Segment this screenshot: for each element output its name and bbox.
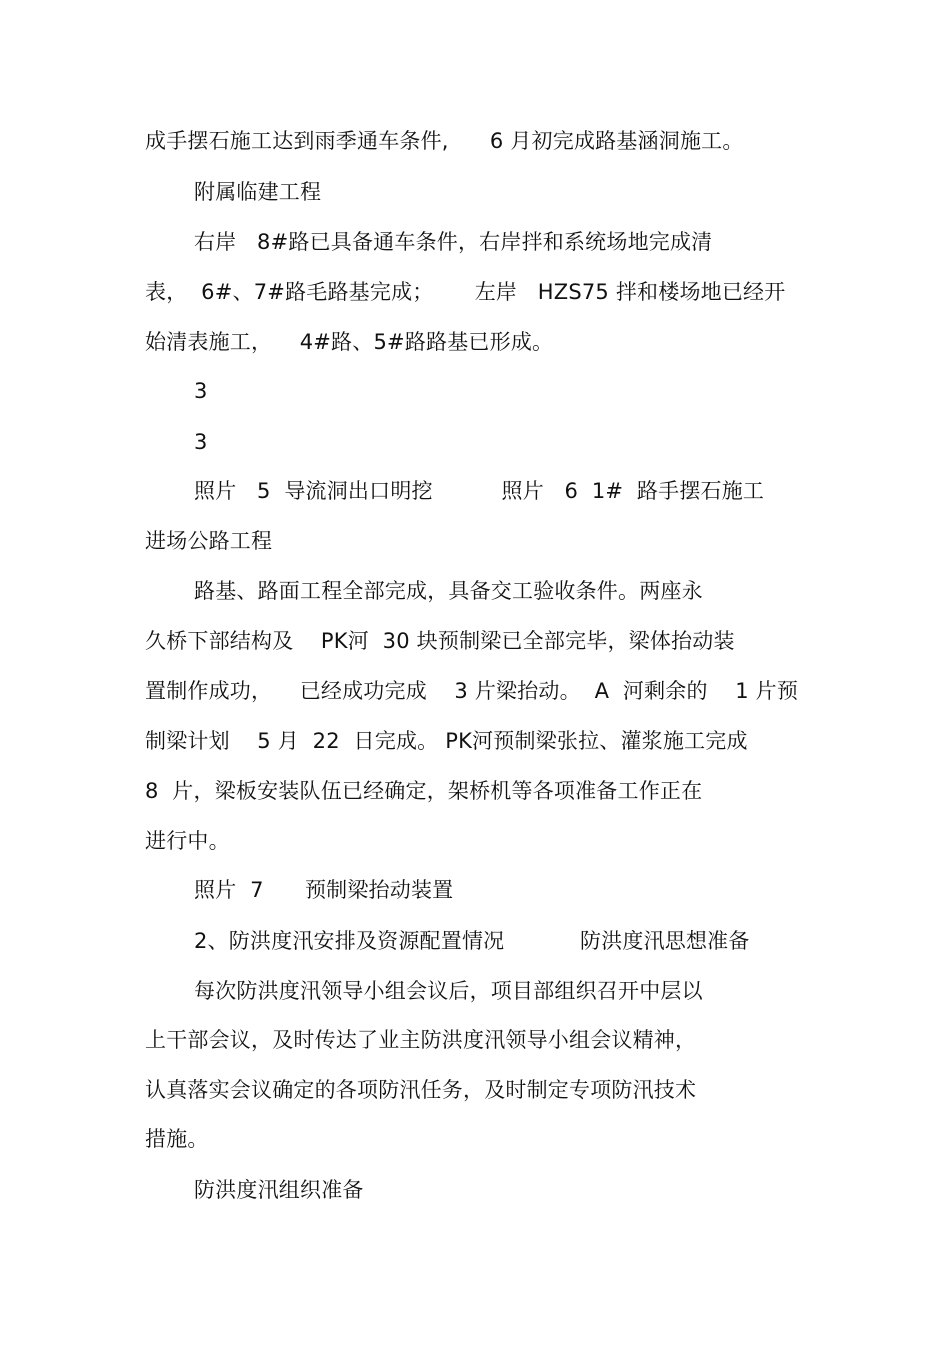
photo-caption-7: 照片 7 预制梁抬动装置: [194, 878, 454, 902]
text-line-4: 表， 6#、7#路毛路基完成； 左岸 HZS75 拌和楼场地已经开: [145, 280, 786, 304]
text-line-1: 成手摆石施工达到雨季通车条件, 6 月初完成路基涵洞施工。: [145, 129, 744, 153]
text-line-21: 措施。: [145, 1127, 209, 1151]
text-line-12: 置制作成功， 已经成功完成 3 片梁抬动。 A 河剩余的 1 片预: [145, 679, 799, 703]
text-line-15: 进行中。: [145, 829, 230, 853]
section-heading-flood-control: 2、防洪度汛安排及资源配置情况 防洪度汛思想准备: [194, 929, 750, 953]
section-heading-access-road: 进场公路工程: [145, 529, 273, 553]
text-line-19: 上干部会议，及时传达了业主防洪度汛领导小组会议精神，: [145, 1028, 697, 1052]
text-line-13: 制梁计划 5 月 22 日完成。 PK河预制梁张拉、灌浆施工完成: [145, 729, 748, 753]
text-line-18: 每次防洪度汛领导小组会议后，项目部组织召开中层以: [194, 979, 703, 1003]
text-line-10: 路基、路面工程全部完成，具备交工验收条件。两座永: [194, 579, 703, 603]
text-line-3: 右岸 8#路已具备通车条件，右岸拌和系统场地完成清: [194, 230, 713, 254]
text-line-20: 认真落实会议确定的各项防汛任务，及时制定专项防汛技术: [145, 1078, 697, 1102]
section-heading-organization: 防洪度汛组织准备: [194, 1178, 364, 1202]
photo-caption-5-6: 照片 5 导流洞出口明挖 照片 6 1# 路手摆石施工: [194, 479, 765, 503]
text-line-14: 8 片，梁板安装队伍已经确定，架桥机等各项准备工作正在: [145, 779, 703, 803]
text-line-6: 3: [194, 379, 208, 403]
section-heading-ancillary: 附属临建工程: [194, 180, 322, 204]
text-line-7: 3: [194, 430, 208, 454]
text-line-11: 久桥下部结构及 PK河 30 块预制梁已全部完毕，梁体抬动装: [145, 629, 735, 653]
text-line-5: 始清表施工， 4#路、5#路路基已形成。: [145, 330, 554, 354]
